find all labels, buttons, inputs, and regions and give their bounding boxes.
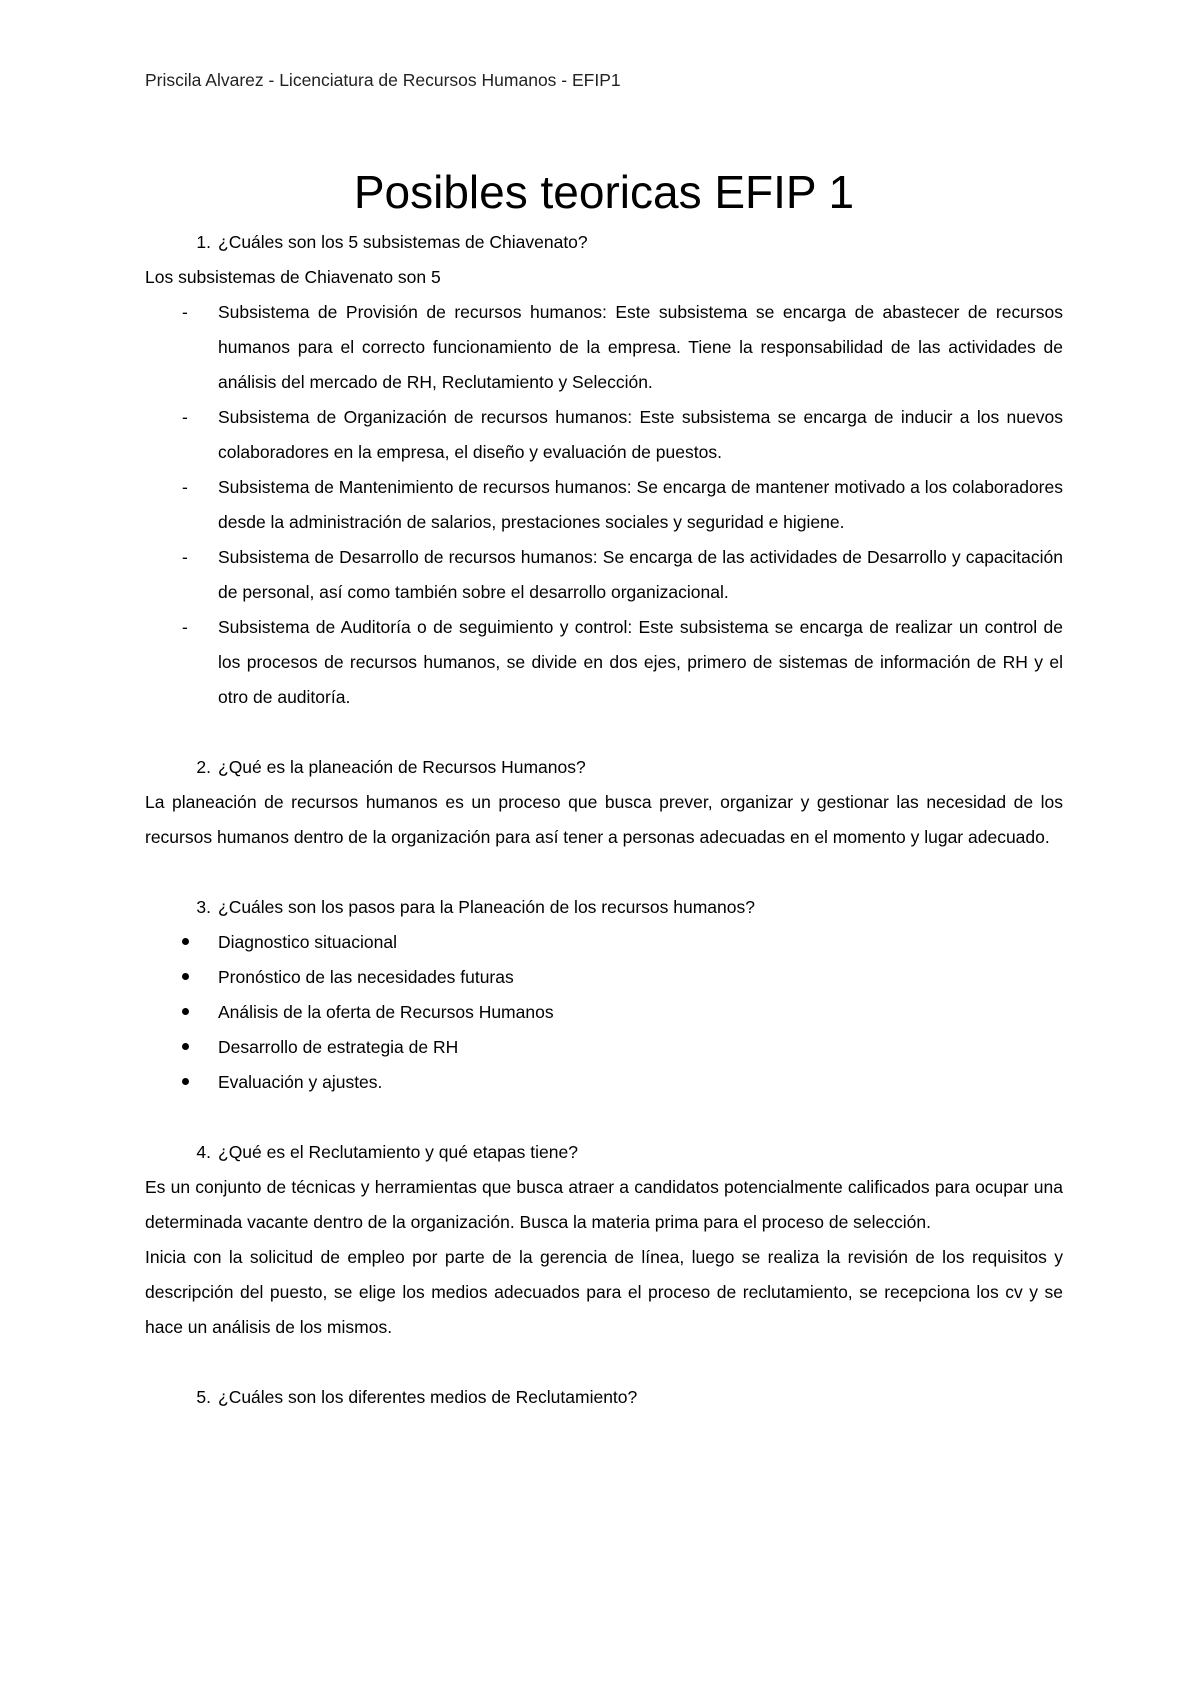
- question-text: ¿Qué es la planeación de Recursos Humanos?: [218, 757, 586, 777]
- question-text: ¿Qué es el Reclutamiento y qué etapas tiene?: [218, 1142, 578, 1162]
- question-number: 5.: [196, 1387, 211, 1407]
- list-item: [145, 610, 1063, 715]
- spacer: [145, 1100, 1063, 1135]
- document-header: Priscila Alvarez - Licenciatura de Recursos Humanos - EFIP1: [145, 70, 621, 90]
- question-2: [145, 750, 1063, 785]
- dash-marker: -: [182, 477, 188, 497]
- list-item-text: Pronóstico de las necesidades futuras: [218, 967, 514, 987]
- list-item: [145, 540, 1063, 610]
- spacer: [145, 715, 1063, 750]
- list-item: [145, 960, 1063, 995]
- list-item-text: Subsistema de Mantenimiento de recursos humanos: Se encarga de mantener motivado a los colaboradores desde la administración de salarios, prestaciones sociales y seguridad e higiene.: [218, 477, 1063, 532]
- dash-marker: -: [182, 407, 188, 427]
- dash-marker: -: [182, 302, 188, 322]
- answer-paragraph: Inicia con la solicitud de empleo por parte de la gerencia de línea, luego se realiza la revisión de los requisitos y descripción del puesto, se elige los medios adecuados para el proceso de reclutamiento, se recepciona los cv y se hace un análisis de los mismos.: [145, 1247, 1063, 1337]
- document-page: [145, 68, 1063, 1415]
- list-item-text: Subsistema de Provisión de recursos humanos: Este subsistema se encarga de abastecer de recursos humanos para el correcto funcionamiento de la empresa. Tiene la responsabilidad de las actividades de análisis del mercado de RH, Reclutamiento y Selección.: [218, 302, 1063, 392]
- question-text: ¿Cuáles son los pasos para la Planeación de los recursos humanos?: [218, 897, 755, 917]
- answer-paragraph: Es un conjunto de técnicas y herramientas que busca atraer a candidatos potencialmente calificados para ocupar una determinada vacante dentro de la organización. Busca la materia prima para el proceso de selección.: [145, 1177, 1063, 1232]
- question-number: 3.: [196, 897, 211, 917]
- dash-marker: -: [182, 617, 188, 637]
- dash-marker: -: [182, 547, 188, 567]
- bullet-icon: [182, 1043, 189, 1050]
- list-item-text: Diagnostico situacional: [218, 932, 397, 952]
- spacer: [145, 855, 1063, 890]
- question-3: [145, 890, 1063, 925]
- list-item: [145, 400, 1063, 470]
- question-5: [145, 1380, 1063, 1415]
- bullet-icon: [182, 938, 189, 945]
- answer-paragraph: La planeación de recursos humanos es un proceso que busca prever, organizar y gestionar las necesidad de los recursos humanos dentro de la organización para así tener a personas adecuadas en el momento y lugar adecuado.: [145, 792, 1063, 847]
- list-item: [145, 995, 1063, 1030]
- list-item: [145, 1030, 1063, 1065]
- question-text: ¿Cuáles son los 5 subsistemas de Chiavenato?: [218, 232, 588, 252]
- list-item-text: Subsistema de Organización de recursos humanos: Este subsistema se encarga de inducir a los nuevos colaboradores en la empresa, el diseño y evaluación de puestos.: [218, 407, 1063, 462]
- question-number: 2.: [196, 757, 211, 777]
- list-item-text: Subsistema de Auditoría o de seguimiento y control: Este subsistema se encarga de realizar un control de los procesos de recursos humanos, se divide en dos ejes, primero de sistemas de información de RH y el otro de auditoría.: [218, 617, 1063, 707]
- question-text: ¿Cuáles son los diferentes medios de Reclutamiento?: [218, 1387, 638, 1407]
- question-number: 1.: [196, 232, 211, 252]
- question-4: [145, 1135, 1063, 1170]
- answer-intro: Los subsistemas de Chiavenato son 5: [145, 267, 441, 287]
- spacer: [145, 1345, 1063, 1380]
- list-item: [145, 295, 1063, 400]
- list-item: [145, 1065, 1063, 1100]
- list-item-text: Análisis de la oferta de Recursos Humanos: [218, 1002, 554, 1022]
- document-title: Posibles teoricas EFIP 1: [353, 166, 855, 218]
- list-item: [145, 470, 1063, 540]
- question-1: [145, 225, 1063, 260]
- list-item-text: Desarrollo de estrategia de RH: [218, 1037, 459, 1057]
- bullet-icon: [182, 1078, 189, 1085]
- list-item-text: Subsistema de Desarrollo de recursos humanos: Se encarga de las actividades de Desarrollo y capacitación de personal, así como también sobre el desarrollo organizacional.: [218, 547, 1063, 602]
- question-number: 4.: [196, 1142, 211, 1162]
- bullet-icon: [182, 1008, 189, 1015]
- bullet-icon: [182, 973, 189, 980]
- list-item: [145, 925, 1063, 960]
- list-item-text: Evaluación y ajustes.: [218, 1072, 383, 1092]
